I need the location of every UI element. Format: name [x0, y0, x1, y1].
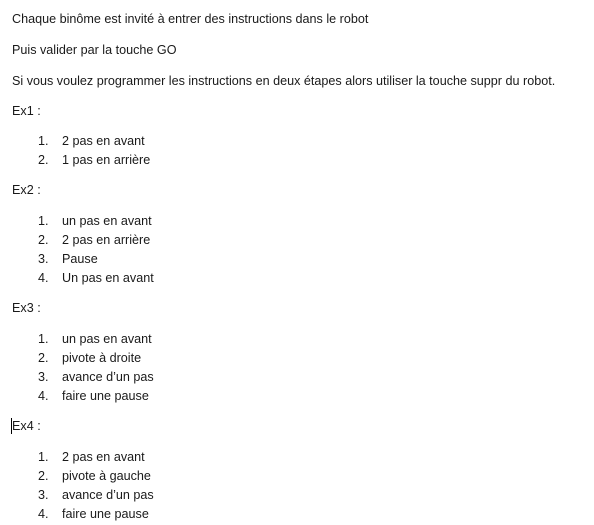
list-text: faire une pause [62, 389, 149, 403]
list-text: avance d’un pas [62, 370, 154, 384]
list-number: 2. [38, 469, 49, 483]
list-number: 2. [38, 233, 49, 247]
list-text: Pause [62, 252, 98, 266]
list-number: 4. [38, 389, 49, 403]
list-number: 3. [38, 488, 49, 502]
exercise-1-heading: Ex1 : [12, 104, 41, 118]
list-text: 1 pas en arrière [62, 153, 151, 167]
list-number: 1. [38, 214, 49, 228]
list-text: 2 pas en arrière [62, 233, 151, 247]
list-number: 4. [38, 271, 49, 285]
intro-two-steps-line: Si vous voulez programmer les instructions en deux étapes alors utiliser la touche suppr du robot. [12, 74, 556, 88]
list-text: pivote à droite [62, 351, 142, 365]
list-number: 3. [38, 370, 49, 384]
list-number: 4. [38, 507, 49, 521]
exercise-4-heading: Ex4 : [12, 419, 41, 433]
list-text: Un pas en avant [62, 271, 154, 285]
list-text: pivote à gauche [62, 469, 151, 483]
list-text: un pas en avant [62, 214, 152, 228]
intro-instruction-line: Chaque binôme est invité à entrer des instructions dans le robot [12, 12, 369, 26]
list-number: 3. [38, 252, 49, 266]
list-text: faire une pause [62, 507, 149, 521]
intro-validate-line: Puis valider par la touche GO [12, 43, 177, 57]
list-number: 1. [38, 450, 49, 464]
list-number: 2. [38, 351, 49, 365]
list-number: 1. [38, 134, 49, 148]
list-number: 2. [38, 153, 49, 167]
list-text: 2 pas en avant [62, 450, 145, 464]
list-text: un pas en avant [62, 332, 152, 346]
list-text: 2 pas en avant [62, 134, 145, 148]
exercise-2-heading: Ex2 : [12, 183, 41, 197]
exercise-3-heading: Ex3 : [12, 301, 41, 315]
list-number: 1. [38, 332, 49, 346]
list-text: avance d’un pas [62, 488, 154, 502]
